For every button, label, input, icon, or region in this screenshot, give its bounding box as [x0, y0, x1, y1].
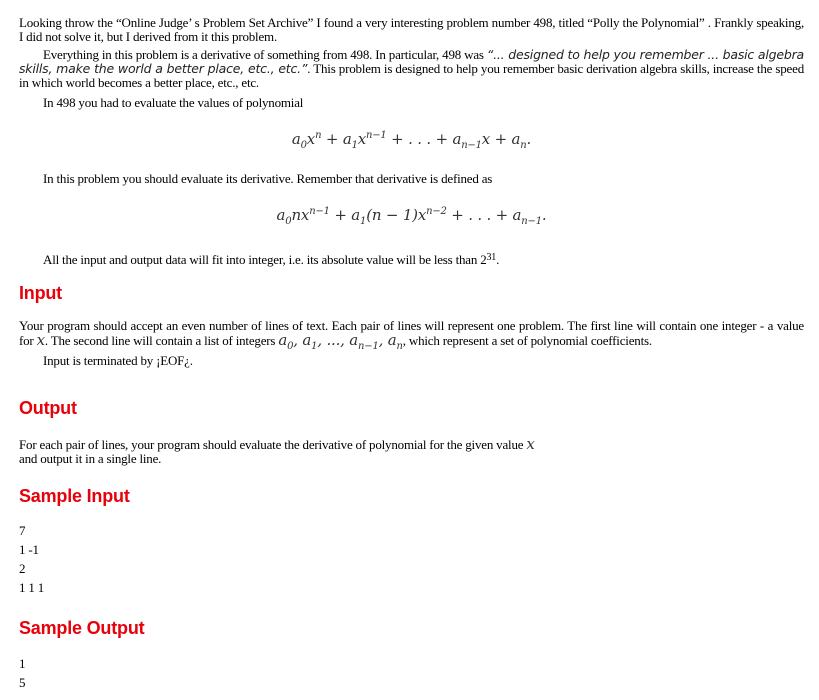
sample-output-line: 1 — [19, 656, 26, 671]
sample-output-line: 5 — [19, 675, 26, 690]
sample-output-block — [19, 654, 804, 692]
input-description: Your program should accept an even number of lines of text. Each pair of lines will represent one problem. The first line will contain one integer - a value for x. The second line will contain a list of integers $a_0$, $a_1$, ..., $a_{n-1}$, $a_n$, which represent a set of polynomial coefficients. Input is terminated by ¡EOF¿. — [19, 318, 804, 368]
sample-input-line: 1 -1 — [19, 542, 39, 557]
integer-bound-note: All the input and output data will fit into integer, i.e. its absolute value will be less than $2^{31}$. — [43, 252, 500, 267]
sample-input-line: 1 1 1 — [19, 580, 45, 595]
input-termination: Input is terminated by ¡EOF¿. — [43, 353, 193, 368]
output-description: For each pair of lines, your program should evaluate the derivative of polynomial for the given value x and output it in a single line. — [19, 435, 535, 466]
polynomial-intro: In 498 you had to evaluate the values of polynomial — [43, 95, 304, 110]
derivative-formula: $a_0nx^{n-1} + a_1(n - 1)x^{n-2}$ + . . . + $a_{n-1}$. — [276, 206, 547, 227]
derivative-explanation-paragraph: Everything in this problem is a derivative of something from 498. In particular, 498 was “... designed to help you remember ... basic algebra skills, make the world a better place, etc., etc.”. This problem is designed to help you remember basic derivation algebra skills, increase the speed in which world becomes a better place, etc., etc. — [19, 47, 804, 90]
sample-input-line: 2 — [19, 561, 26, 576]
intro-paragraph: Looking throw the “Online Judge’ s Problem Set Archive” I found a very interesting problem number 498, titled “Polly the Polynomial” . Frankly speaking, I did not solve it, but I derived from it this problem. — [19, 15, 804, 44]
polynomial-formula: $a_0x^n + a_1x^{n-1}$ + . . . + $a_{n-1}x + a_n$. — [291, 130, 532, 151]
sample-input-heading: Sample Input — [19, 486, 130, 506]
output-heading: Output — [19, 398, 77, 418]
sample-output-heading: Sample Output — [19, 618, 145, 638]
input-heading: Input — [19, 283, 62, 303]
derivative-intro: In this problem you should evaluate its derivative. Remember that derivative is defined as — [43, 171, 493, 186]
sample-input-block — [19, 521, 804, 597]
sample-input-line: 7 — [19, 523, 26, 538]
quote-text: “... designed to help you remember ... basic algebra skills, make the world a better place, etc., etc.” — [19, 47, 804, 76]
